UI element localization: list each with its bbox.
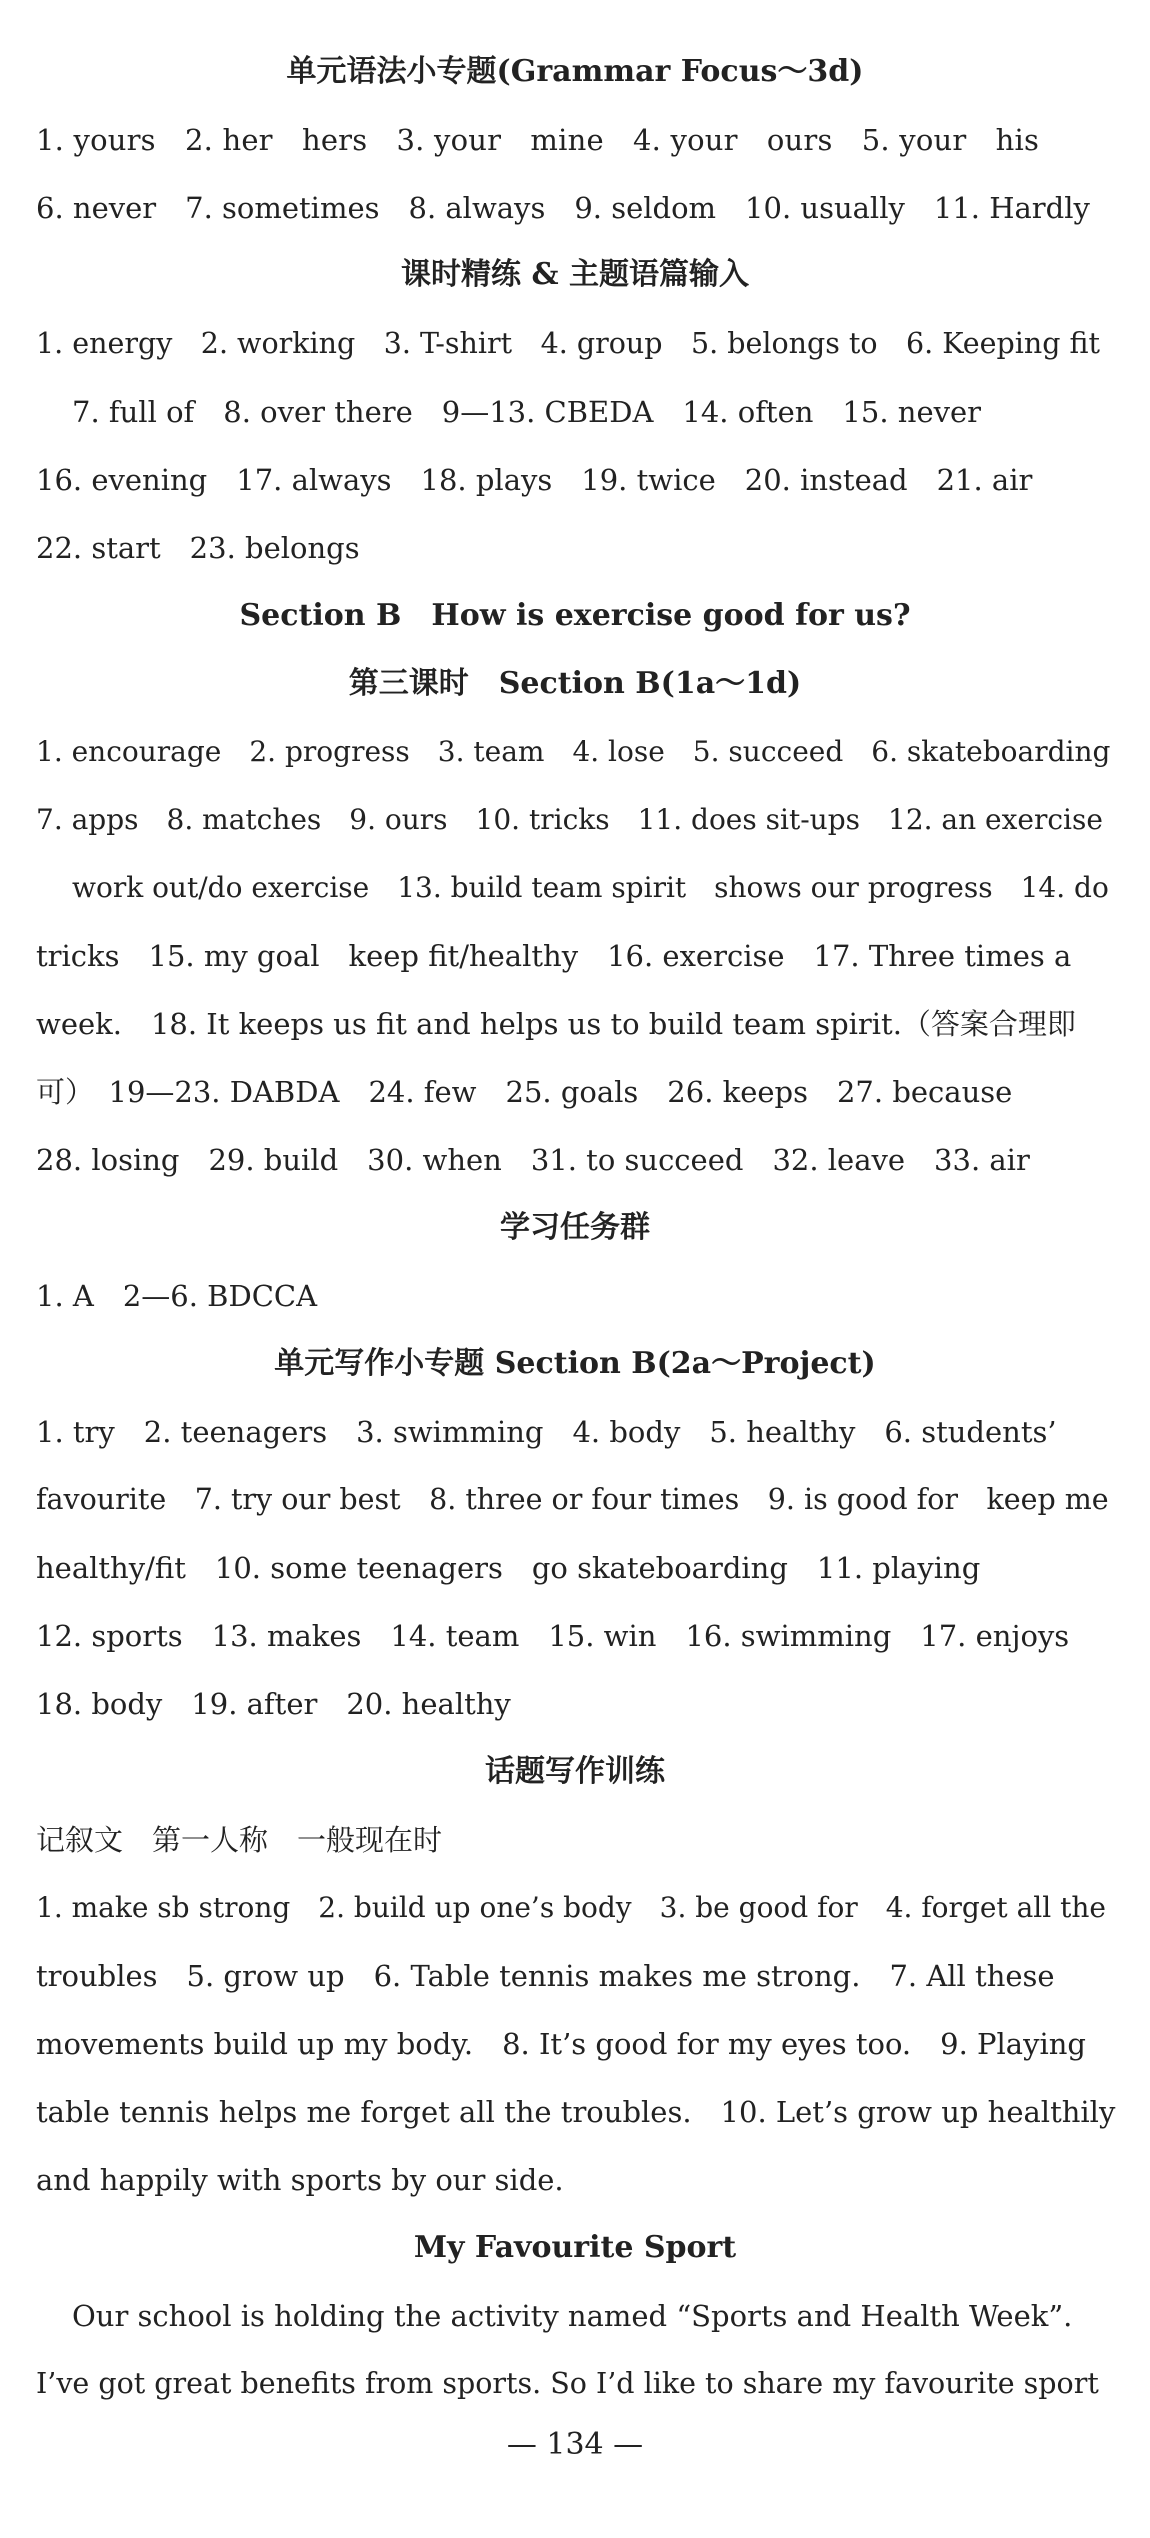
answer-line: favourite 7. try our best 8. three or four times 9. is good for keep me xyxy=(36,1483,1109,1516)
answer-line: 1. energy 2. working 3. T-shirt 4. group 5. belongs to 6. Keeping fit xyxy=(36,327,1101,360)
answer-line: 1. make sb strong 2. build up one’s body 3. be good for 4. forget all the xyxy=(36,1891,1106,1924)
heading-grammar-focus: 单元语法小专题(Grammar Focus～3d) xyxy=(286,54,864,89)
essay-title: My Favourite Sport xyxy=(413,2230,737,2265)
answer-line: tricks 15. my goal keep fit/healthy 16. exercise 17. Three times a xyxy=(36,939,1072,973)
answer-line: 28. losing 29. build 30. when 31. to succeed 32. leave 33. air xyxy=(36,1143,1030,1177)
heading-topic-writing: 话题写作训练 xyxy=(485,1754,665,1789)
heading-writing-unit: 单元写作小专题 Section B(2a～Project) xyxy=(274,1346,876,1381)
answer-line: healthy/fit 10. some teenagers go skateboarding 11. playing xyxy=(36,1551,981,1585)
answer-line: table tennis helps me forget all the troubles. 10. Let’s grow up healthily xyxy=(36,2095,1116,2129)
answer-line: 可） 19—23. DABDA 24. few 25. goals 26. keeps 27. because xyxy=(36,1075,1013,1109)
answer-line: movements build up my body. 8. It’s good for my eyes too. 9. Playing xyxy=(36,2027,1086,2061)
answer-line: 22. start 23. belongs xyxy=(36,531,360,565)
answer-line: and happily with sports by our side. xyxy=(36,2163,564,2197)
page-number: — 134 — xyxy=(506,2427,644,2462)
heading-section-b: Section B How is exercise good for us? xyxy=(239,598,911,633)
answer-line: troubles 5. grow up 6. Table tennis makes me strong. 7. All these xyxy=(36,1959,1055,1993)
heading-lesson-3: 第三课时 Section B(1a～1d) xyxy=(348,666,802,701)
answer-line: 1. try 2. teenagers 3. swimming 4. body 5. healthy 6. students’ xyxy=(36,1415,1057,1449)
answer-line: 12. sports 13. makes 14. team 15. win 16. swimming 17. enjoys xyxy=(36,1619,1070,1653)
writing-type-line: 记叙文 第一人称 一般现在时 xyxy=(36,1823,443,1857)
heading-practice: 课时精练 & 主题语篇输入 xyxy=(401,257,749,292)
answer-line: 1. encourage 2. progress 3. team 4. lose 5. succeed 6. skateboarding xyxy=(36,735,1111,768)
essay-paragraph-line: Our school is holding the activity named “Sports and Health Week”. xyxy=(72,2299,1073,2333)
answer-line: 7. full of 8. over there 9—13. CBEDA 14. often 15. never xyxy=(72,395,982,429)
answer-line: week. 18. It keeps us fit and helps us to build team spirit.（答案合理即 xyxy=(36,1007,1076,1041)
answer-line: 6. never 7. sometimes 8. always 9. seldom 10. usually 11. Hardly xyxy=(36,191,1090,225)
answer-line: 1. yours 2. her hers 3. your mine 4. your ours 5. your his xyxy=(36,123,1040,157)
answer-line: 1. A 2—6. BDCCA xyxy=(36,1279,318,1313)
answer-line: 18. body 19. after 20. healthy xyxy=(36,1687,511,1721)
essay-paragraph-line: I’ve got great benefits from sports. So I’d like to share my favourite sport xyxy=(36,2367,1099,2400)
answer-line: work out/do exercise 13. build team spirit shows our progress 14. do xyxy=(72,871,1109,904)
answer-line: 16. evening 17. always 18. plays 19. twice 20. instead 21. air xyxy=(36,463,1033,497)
heading-tasks: 学习任务群 xyxy=(500,1210,650,1245)
answer-line: 7. apps 8. matches 9. ours 10. tricks 11. does sit-ups 12. an exercise xyxy=(36,803,1103,836)
